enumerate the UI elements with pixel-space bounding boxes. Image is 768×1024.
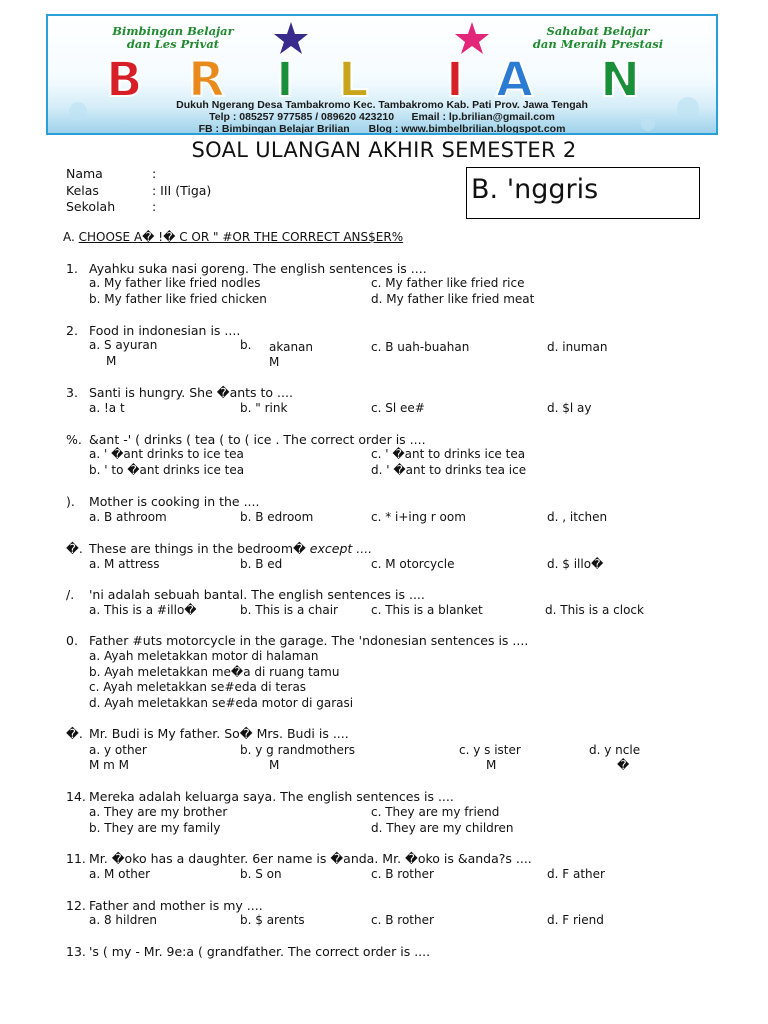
option-fragment: M m M bbox=[89, 758, 130, 772]
option-c[interactable]: c. ' �ant to drinks ice tea bbox=[371, 447, 526, 461]
option-a[interactable]: a. Ayah meletakkan motor di halaman bbox=[89, 649, 319, 663]
option-a[interactable]: a. !a t bbox=[89, 401, 125, 415]
question-12 bbox=[66, 898, 263, 913]
option-a[interactable]: a. My father like fried nodles bbox=[89, 276, 261, 290]
option-d[interactable]: d. inuman bbox=[547, 340, 608, 354]
identity-label: Nama bbox=[66, 166, 103, 181]
question-number: ). bbox=[66, 494, 75, 509]
option-d[interactable]: d. $l ay bbox=[547, 401, 592, 415]
option-c[interactable]: c. M otorcycle bbox=[371, 557, 455, 571]
option-b[interactable]: b. Ayah meletakkan me�a di ruang tamu bbox=[89, 665, 340, 679]
option-a[interactable]: a. 8 hildren bbox=[89, 913, 157, 927]
option-d[interactable]: d. ' �ant to drinks tea ice bbox=[371, 463, 527, 477]
identity-row-school bbox=[66, 199, 156, 214]
section-instruction: CHOOSE A� !� C OR " #OR THE CORRECT ANS$ER% bbox=[78, 230, 404, 244]
tagline-left-line2: dan Les Privat bbox=[126, 37, 220, 51]
banner-blog: Blog : www.bimbelbrilian.blogspot.com bbox=[368, 123, 566, 135]
section-header bbox=[63, 230, 403, 244]
option-a[interactable]: a. B athroom bbox=[89, 510, 167, 524]
question-text: Mother is cooking in the .... bbox=[89, 494, 260, 509]
option-fragment: � bbox=[617, 758, 630, 772]
header-banner bbox=[46, 14, 718, 135]
identity-value: : bbox=[152, 199, 157, 214]
option-d[interactable]: d. F ather bbox=[547, 867, 605, 881]
question-number: 2. bbox=[66, 323, 78, 338]
option-d[interactable]: d. , itchen bbox=[547, 510, 608, 524]
question-text: Mr. �oko has a daughter. 6er name is �anda. Mr. �oko is &anda?s .... bbox=[89, 851, 532, 866]
question-13 bbox=[66, 944, 430, 959]
brand-letter-i2: I bbox=[446, 52, 464, 108]
pink-star-icon bbox=[455, 22, 489, 54]
option-d[interactable]: d. This is a clock bbox=[545, 603, 644, 617]
question-6 bbox=[66, 541, 372, 556]
question-3 bbox=[66, 385, 293, 400]
banner-address: Dukuh Ngerang Desa Tambakromo Kec. Tambakromo Kab. Pati Prov. Jawa Tengah bbox=[176, 99, 588, 111]
option-b-text: akanan bbox=[269, 340, 314, 354]
option-c[interactable]: c. This is a blanket bbox=[371, 603, 483, 617]
banner-social bbox=[48, 123, 716, 135]
question-number: 12. bbox=[66, 898, 86, 913]
question-number: 13. bbox=[66, 944, 86, 959]
question-text: Mereka adalah keluarga saya. The english sentences is .... bbox=[89, 789, 454, 804]
question-number: �. bbox=[66, 541, 83, 556]
option-b[interactable]: b. B edroom bbox=[240, 510, 314, 524]
option-fragment: M bbox=[269, 355, 280, 369]
banner-fb: FB : Bimbingan Belajar Brilian bbox=[198, 123, 350, 135]
purple-star-icon bbox=[274, 22, 308, 54]
question-1 bbox=[66, 261, 427, 276]
option-d[interactable]: d. y ncle bbox=[589, 743, 641, 757]
option-b[interactable]: b. This is a chair bbox=[240, 603, 338, 617]
tagline-right-line2: dan Meraih Prestasi bbox=[532, 37, 664, 51]
question-5 bbox=[66, 494, 259, 509]
tagline-right-line1: Sahabat Belajar bbox=[546, 24, 650, 38]
option-c[interactable]: c. * i+ing r oom bbox=[371, 510, 466, 524]
question-2 bbox=[66, 323, 240, 338]
question-4 bbox=[66, 432, 426, 447]
option-fragment: M bbox=[486, 758, 497, 772]
question-11 bbox=[66, 851, 532, 866]
option-d[interactable]: d. My father like fried meat bbox=[371, 292, 535, 306]
option-a[interactable]: a. M other bbox=[89, 867, 151, 881]
option-b[interactable]: b. $ arents bbox=[240, 913, 305, 927]
question-number: /. bbox=[66, 587, 75, 602]
identity-label: Kelas bbox=[66, 183, 99, 198]
option-a[interactable]: a. This is a #illo� bbox=[89, 603, 197, 617]
option-c[interactable]: c. y s ister bbox=[459, 743, 521, 757]
question-number: %. bbox=[66, 432, 82, 447]
page-title: SOAL ULANGAN AKHIR SEMESTER 2 bbox=[191, 138, 577, 162]
tagline-right bbox=[518, 25, 678, 51]
brand-letter-b: B bbox=[106, 52, 143, 108]
option-c[interactable]: c. B uah-buahan bbox=[371, 340, 470, 354]
question-8 bbox=[66, 633, 528, 648]
question-number: �. bbox=[66, 726, 83, 741]
option-d[interactable]: d. $ illo� bbox=[547, 557, 604, 571]
option-a[interactable]: a. ' �ant drinks to ice tea bbox=[89, 447, 244, 461]
option-d[interactable]: d. Ayah meletakkan se#eda motor di garasi bbox=[89, 696, 354, 710]
brand-letter-a: A bbox=[496, 52, 534, 108]
question-text: These are things in the bedroom� bbox=[89, 541, 306, 556]
brand-letter-n: N bbox=[600, 52, 641, 108]
option-c[interactable]: c. B rother bbox=[371, 913, 434, 927]
question-9 bbox=[66, 726, 349, 741]
question-10 bbox=[66, 789, 454, 804]
option-d[interactable]: d. They are my children bbox=[371, 821, 514, 835]
question-7 bbox=[66, 587, 425, 602]
option-b[interactable]: b. B ed bbox=[240, 557, 283, 571]
question-number: 3. bbox=[66, 385, 78, 400]
option-b[interactable]: b. ' to �ant drinks ice tea bbox=[89, 463, 245, 477]
question-number: 14. bbox=[66, 789, 86, 804]
option-b[interactable]: b. bbox=[240, 338, 252, 352]
banner-phone: Telp : 085257 977585 / 089620 423210 bbox=[209, 111, 395, 123]
option-b[interactable]: b. My father like fried chicken bbox=[89, 292, 267, 306]
option-a[interactable]: a. M attress bbox=[89, 557, 160, 571]
option-c[interactable]: c. They are my friend bbox=[371, 805, 500, 819]
question-text: Mr. Budi is My father. So� Mrs. Budi is .... bbox=[89, 726, 349, 741]
option-b[interactable]: b. " rink bbox=[240, 401, 288, 415]
option-a[interactable]: a. y other bbox=[89, 743, 147, 757]
option-b[interactable]: b. S on bbox=[240, 867, 282, 881]
question-text: &ant -' ( drinks ( tea ( to ( ice . The correct order is .... bbox=[89, 432, 426, 447]
option-a[interactable]: a. S ayuran bbox=[89, 338, 158, 352]
identity-value: : III (Tiga) bbox=[152, 183, 212, 198]
question-text: Food in indonesian is .... bbox=[89, 323, 241, 338]
option-c[interactable]: c. Ayah meletakkan se#eda di teras bbox=[89, 680, 307, 694]
question-number: 11. bbox=[66, 851, 86, 866]
banner-email: Email : lp.brilian@gmail.com bbox=[411, 111, 555, 123]
question-text: Father and mother is my .... bbox=[89, 898, 263, 913]
tagline-left-line1: Bimbingan Belajar bbox=[112, 24, 234, 38]
option-b[interactable]: b. They are my family bbox=[89, 821, 221, 835]
question-text: 's ( my - Mr. 9e:a ( grandfather. The correct order is .... bbox=[89, 944, 431, 959]
option-c[interactable]: c. My father like fried rice bbox=[371, 276, 525, 290]
identity-label: Sekolah bbox=[66, 199, 116, 214]
banner-contact bbox=[48, 111, 716, 123]
brand-letter-l: L bbox=[338, 52, 369, 108]
identity-row-name bbox=[66, 166, 156, 181]
question-text: 'ni adalah sebuah bantal. The english sentences is .... bbox=[89, 587, 425, 602]
question-text: Father #uts motorcycle in the garage. The 'ndonesian sentences is .... bbox=[89, 633, 529, 648]
option-c[interactable]: c. B rother bbox=[371, 867, 434, 881]
question-number: 1. bbox=[66, 261, 78, 276]
option-fragment: M bbox=[269, 758, 280, 772]
option-d[interactable]: d. F riend bbox=[547, 913, 604, 927]
identity-value: : bbox=[152, 166, 157, 181]
tagline-left bbox=[98, 25, 248, 51]
question-text: Ayahku suka nasi goreng. The english sentences is .... bbox=[89, 261, 427, 276]
brand-letter-i: I bbox=[276, 52, 294, 108]
subject-box: B. 'nggris bbox=[466, 167, 700, 219]
question-number: 0. bbox=[66, 633, 78, 648]
option-b[interactable]: b. y g randmothers bbox=[240, 743, 356, 757]
section-prefix: A. bbox=[63, 230, 79, 244]
question-text: Santi is hungry. She �ants to .... bbox=[89, 385, 293, 400]
brand-letter-r: R bbox=[188, 52, 225, 108]
question-text-emphasis: except .... bbox=[305, 541, 373, 556]
option-fragment: M bbox=[106, 354, 117, 368]
option-a[interactable]: a. They are my brother bbox=[89, 805, 228, 819]
option-c[interactable]: c. Sl ee# bbox=[371, 401, 425, 415]
identity-row-class bbox=[66, 183, 211, 198]
